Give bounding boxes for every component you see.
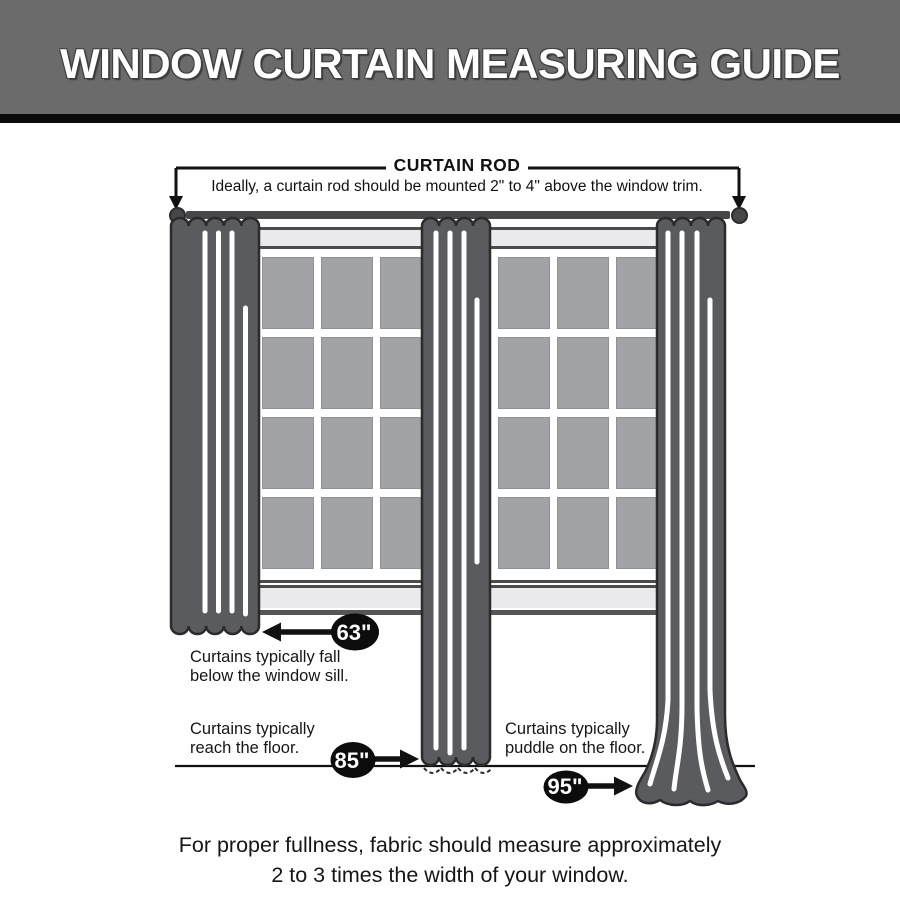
curtain-63-inch	[171, 218, 259, 634]
measurement-95	[544, 771, 634, 804]
measurement-63	[262, 614, 379, 651]
measurement-value: 95"	[547, 774, 583, 799]
note-line: Curtains typically	[190, 720, 315, 738]
note-line: below the window sill.	[190, 667, 349, 685]
note-line: Curtains typically	[505, 720, 630, 738]
curtain-rod	[186, 211, 730, 219]
measurement-85	[331, 742, 420, 778]
note-line: puddle on the floor.	[505, 739, 646, 757]
footer-note	[0, 830, 900, 890]
measurement-value: 85"	[334, 748, 370, 773]
note-line: reach the floor.	[190, 739, 300, 757]
page-title: WINDOW CURTAIN MEASURING GUIDE	[60, 40, 840, 87]
curtain-hem-break-marks	[424, 768, 492, 773]
rod-callout-bracket	[169, 168, 746, 210]
curtain-rod-caption: Ideally, a curtain rod should be mounted 2" to 4" above the window trim.	[211, 178, 703, 195]
measurement-value: 63"	[336, 620, 372, 645]
left-arrow-icon	[262, 623, 281, 642]
note-reach-floor	[190, 720, 315, 758]
note-puddle-floor	[505, 720, 645, 758]
footer-note-line: 2 to 3 times the width of your window.	[271, 863, 629, 887]
note-below-sill	[190, 648, 349, 686]
note-line: Curtains typically fall	[190, 648, 341, 666]
footer-note-line: For proper fullness, fabric should measure approximately	[178, 833, 722, 857]
curtain-85-inch	[422, 218, 492, 773]
right-arrow-icon	[614, 777, 633, 796]
curtain-panel	[422, 218, 490, 765]
curtain-panel	[636, 218, 746, 805]
rod-finial-right	[732, 208, 747, 223]
curtain-95-inch	[636, 218, 746, 805]
curtain-rod-label: CURTAIN ROD	[393, 155, 521, 175]
